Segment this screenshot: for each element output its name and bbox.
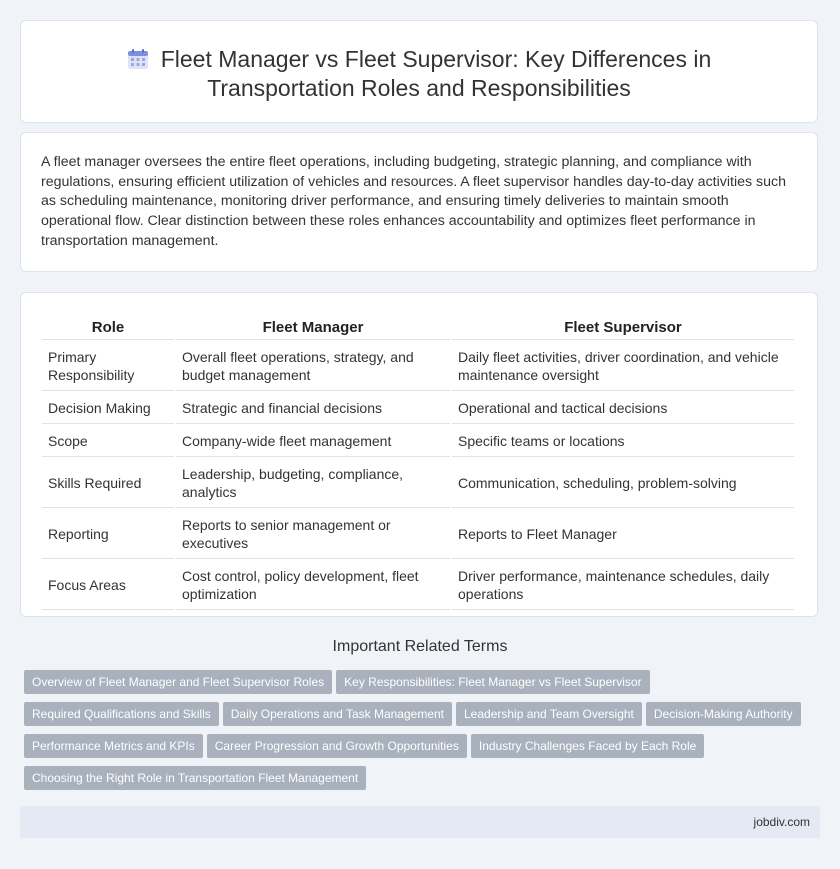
footer (20, 806, 820, 838)
related-tag[interactable]: Key Responsibilities: Fleet Manager vs Fleet Supervisor (336, 670, 649, 694)
table-cell: Company-wide fleet management (176, 426, 450, 457)
table-row (42, 342, 794, 391)
related-terms-tags (24, 670, 824, 798)
header-fleet-manager: Fleet Manager (176, 315, 450, 340)
related-tag[interactable]: Overview of Fleet Manager and Fleet Supervisor Roles (24, 670, 332, 694)
table-row (42, 459, 794, 508)
table-cell: Communication, scheduling, problem-solving (452, 459, 794, 508)
intro-card (20, 132, 818, 272)
table-cell: Specific teams or locations (452, 426, 794, 457)
table-row (42, 561, 794, 610)
comparison-table-card (20, 292, 818, 617)
header-card (20, 20, 818, 123)
table-cell: Focus Areas (42, 561, 174, 610)
comparison-table (40, 313, 796, 612)
table-cell: Operational and tactical decisions (452, 393, 794, 424)
intro-text: A fleet manager oversees the entire fleet operations, including budgeting, strategic planning, and compliance with regulations, ensuring efficient utilization of vehicles and resources. A fleet supervisor handles day-to-day activities such as scheduling maintenance, monitoring driver performance, and ensuring timely deliveries to maintain smooth operational flow. Clear distinction between these roles enhances accountability and optimizes fleet performance in transportation management. (41, 154, 786, 249)
table-cell: Reports to Fleet Manager (452, 510, 794, 559)
table-cell: Skills Required (42, 459, 174, 508)
table-cell: Strategic and financial decisions (176, 393, 450, 424)
related-tag[interactable]: Daily Operations and Task Management (223, 702, 452, 726)
calendar-icon (127, 48, 149, 70)
table-cell: Reporting (42, 510, 174, 559)
page-title (21, 45, 817, 103)
table-cell: Driver performance, maintenance schedules, daily operations (452, 561, 794, 610)
table-cell: Leadership, budgeting, compliance, analytics (176, 459, 450, 508)
table-cell: Daily fleet activities, driver coordination, and vehicle maintenance oversight (452, 342, 794, 391)
table-row (42, 426, 794, 457)
related-tag[interactable]: Decision-Making Authority (646, 702, 801, 726)
related-tag[interactable]: Career Progression and Growth Opportunities (207, 734, 467, 758)
table-row (42, 510, 794, 559)
related-tag[interactable]: Leadership and Team Oversight (456, 702, 642, 726)
title-line-2: Transportation Roles and Responsibilities (207, 75, 631, 101)
related-tag[interactable]: Choosing the Right Role in Transportation Fleet Management (24, 766, 366, 790)
table-cell: Reports to senior management or executives (176, 510, 450, 559)
table-row (42, 393, 794, 424)
related-terms-title: Important Related Terms (332, 638, 508, 655)
table-cell: Decision Making (42, 393, 174, 424)
title-line-1: Fleet Manager vs Fleet Supervisor: Key Differences in (160, 46, 712, 72)
table-cell: Primary Responsibility (42, 342, 174, 391)
table-cell: Cost control, policy development, fleet optimization (176, 561, 450, 610)
header-fleet-supervisor: Fleet Supervisor (452, 315, 794, 340)
table-header-row (42, 315, 794, 340)
table-cell: Overall fleet operations, strategy, and budget management (176, 342, 450, 391)
header-role: Role (42, 315, 174, 340)
footer-site-link[interactable]: jobdiv.com (753, 815, 810, 829)
related-tag[interactable]: Performance Metrics and KPIs (24, 734, 203, 758)
related-tag[interactable]: Industry Challenges Faced by Each Role (471, 734, 704, 758)
related-tag[interactable]: Required Qualifications and Skills (24, 702, 219, 726)
table-cell: Scope (42, 426, 174, 457)
